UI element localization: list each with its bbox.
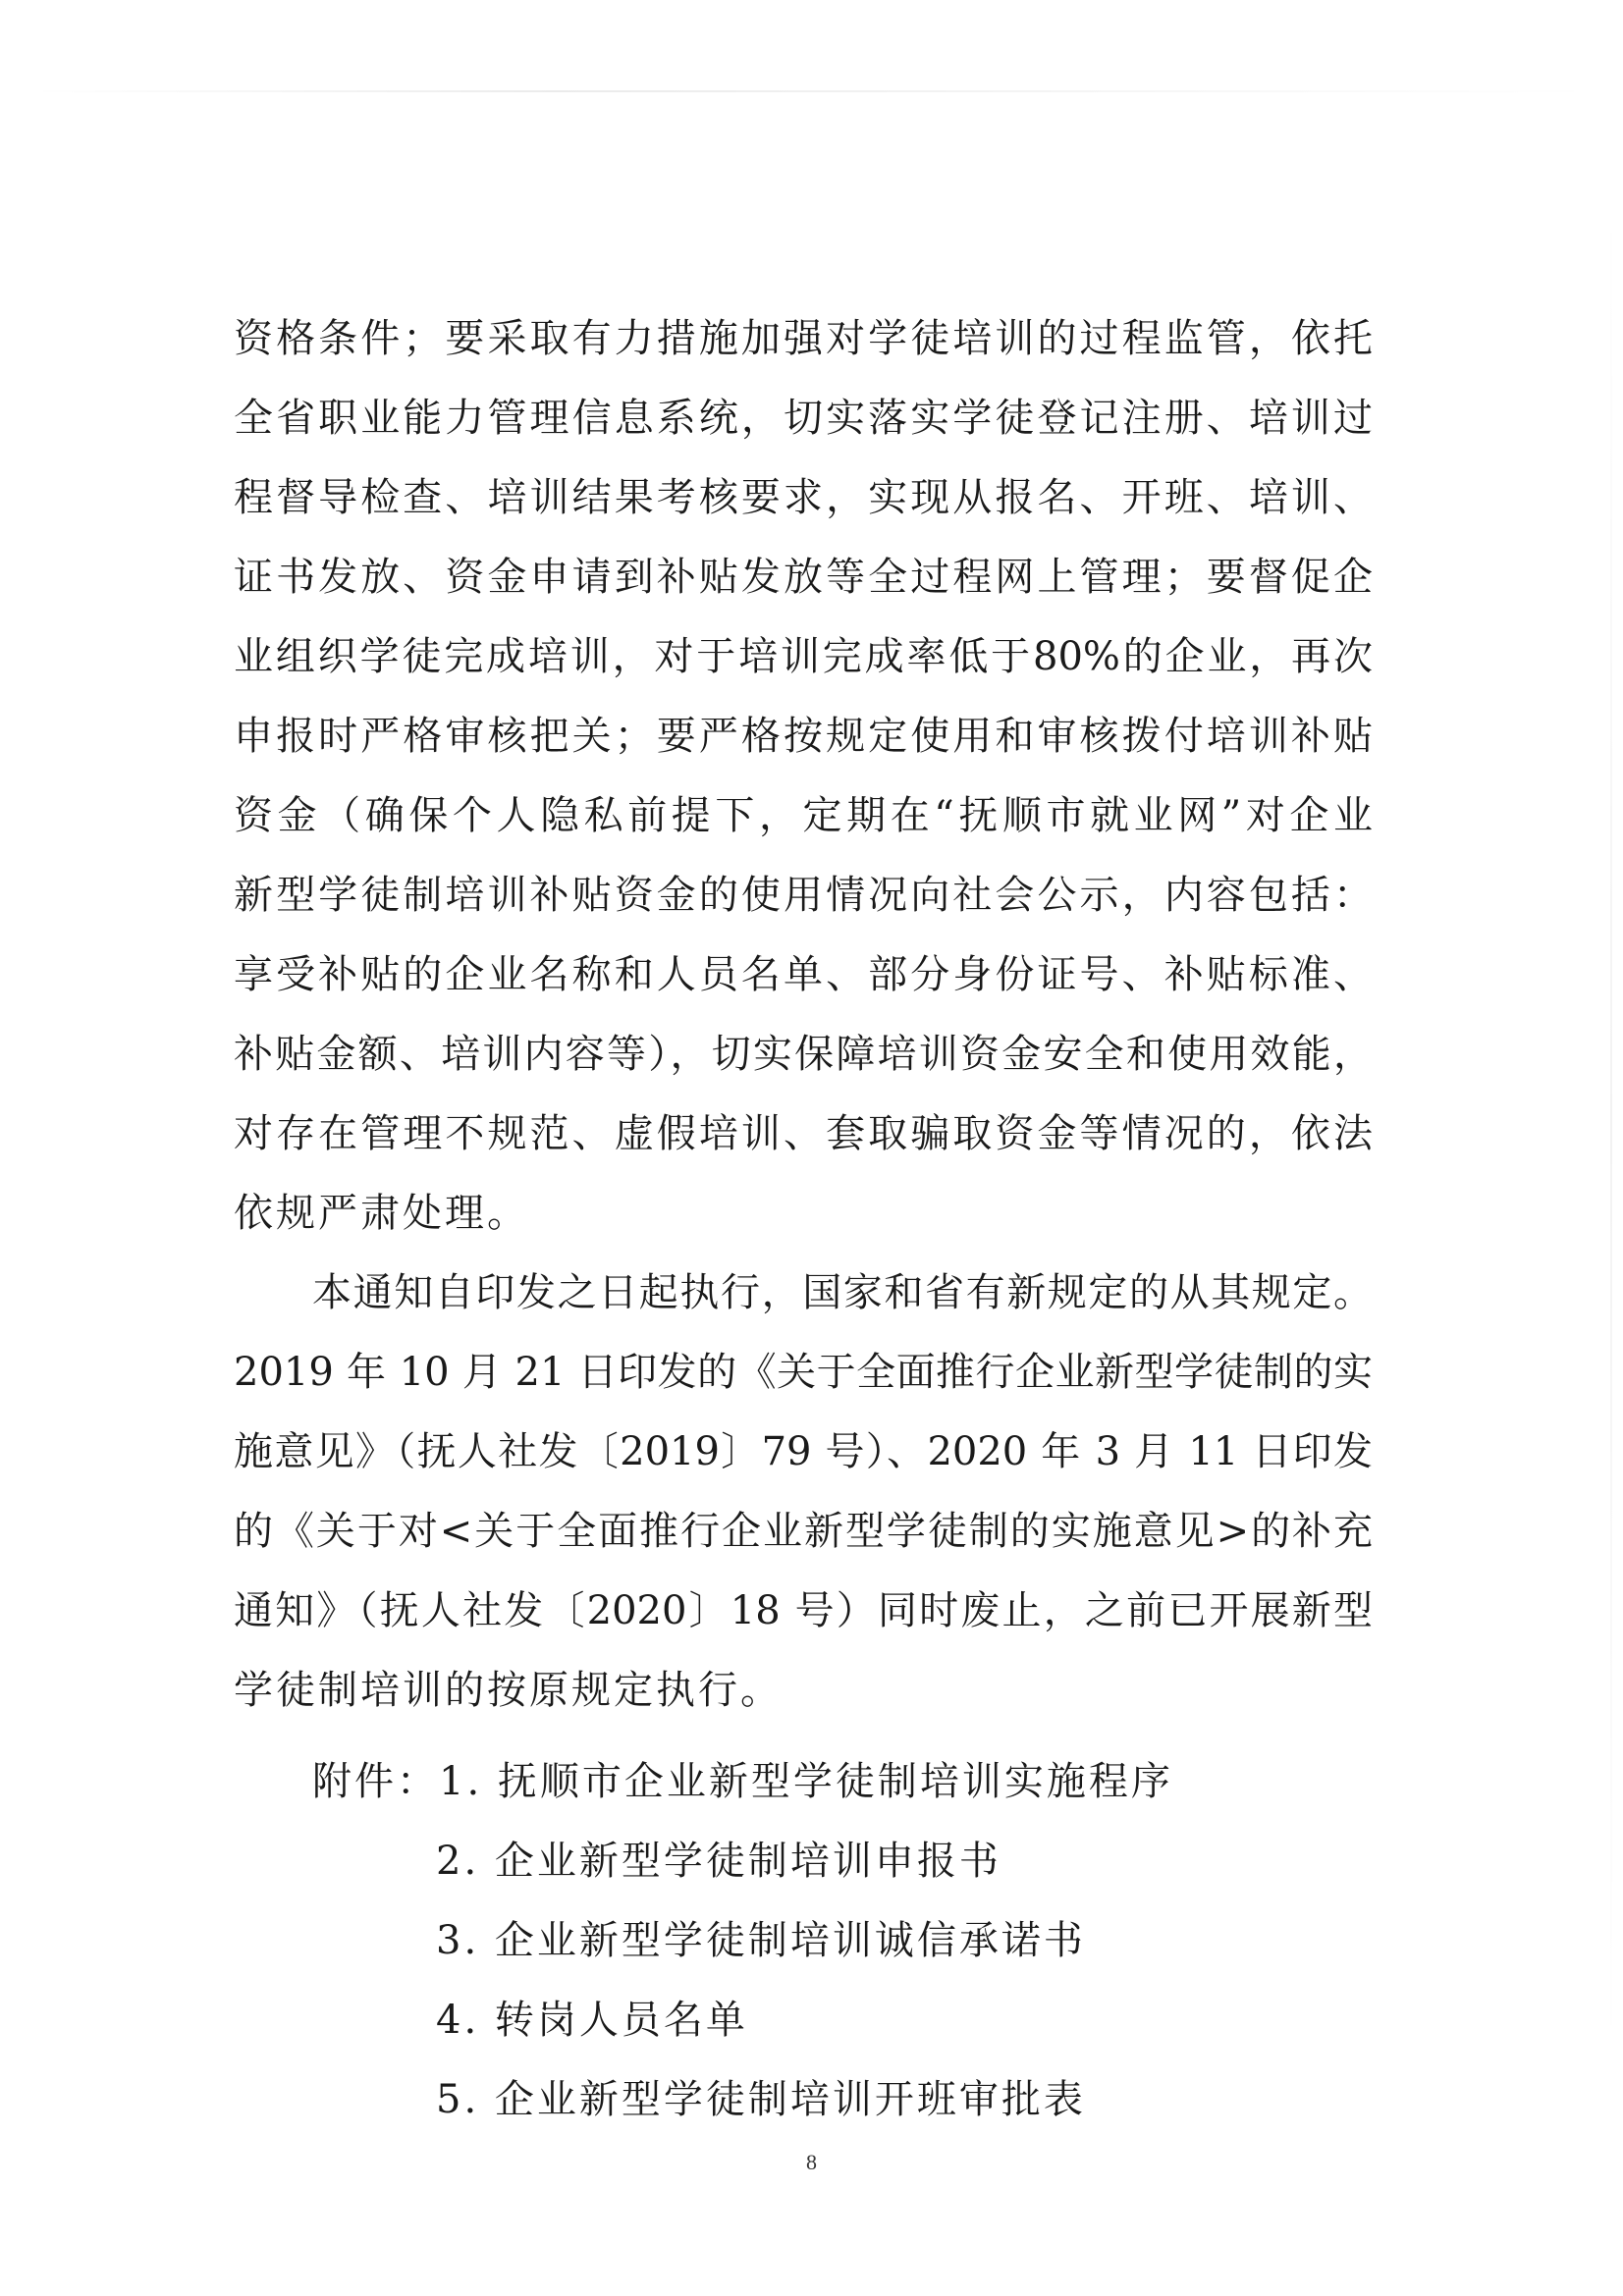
paragraph-line-last: 依规严肃处理。 (234, 1191, 529, 1236)
paragraph-line-first: 本通知自印发之日起执行，国家和省有新规定的从其规定。 (312, 1270, 1373, 1315)
attachment-item: 3. 企业新型学徒制培训诚信承诺书 (436, 1918, 1086, 1963)
scan-edge-right (1610, 196, 1612, 2061)
paragraph-line: 业组织学徒完成培训，对于培训完成率低于80%的企业，再次 (234, 634, 1373, 679)
body-text (234, 299, 1373, 1731)
paragraph-line: 施意见》（抚人社发〔2019〕79 号）、2020 年 3 月 11 日印发 (234, 1429, 1373, 1474)
attachment-item: 1. 抚顺市企业新型学徒制培训实施程序 (439, 1759, 1173, 1804)
attachments-label: 附件： (312, 1759, 439, 1804)
paragraph-line: 全省职业能力管理信息系统，切实落实学徒登记注册、培训过 (234, 396, 1373, 441)
paragraph-line: 补贴金额、培训内容等），切实保障培训资金安全和使用效能， (234, 1032, 1373, 1077)
paragraph-line: 通知》（抚人社发〔2020〕18 号）同时废止，之前已开展新型 (234, 1588, 1373, 1633)
attachment-first-line (312, 1742, 1196, 1822)
paragraph-line: 资金（确保个人隐私前提下，定期在“抚顺市就业网”对企业 (234, 793, 1373, 838)
paragraph-line: 程督导检查、培训结果考核要求，实现从报名、开班、培训、 (234, 475, 1373, 520)
paragraph-line: 申报时严格审核把关；要严格按规定使用和审核拨付培训补贴 (234, 714, 1373, 759)
paragraph-line: 对存在管理不规范、虚假培训、套取骗取资金等情况的，依法 (234, 1111, 1373, 1156)
paragraph-2 (234, 1254, 1373, 1731)
paragraph-line: 享受补贴的企业名称和人员名单、部分身份证号、补贴标准、 (234, 952, 1373, 997)
attachment-item: 2. 企业新型学徒制培训申报书 (436, 1839, 1001, 1884)
paragraph-line: 的《关于对<关于全面推行企业新型学徒制的实施意见>的补充 (234, 1509, 1373, 1554)
paragraph-1 (234, 299, 1373, 1254)
attachment-item: 5. 企业新型学徒制培训开班审批表 (436, 2077, 1086, 2122)
paragraph-line: 2019 年 10 月 21 日印发的《关于全面推行企业新型学徒制的实 (234, 1350, 1373, 1395)
paragraph-line: 新型学徒制培训补贴资金的使用情况向社会公示，内容包括： (234, 873, 1373, 918)
paragraph-line: 证书发放、资金申请到补贴发放等全过程网上管理；要督促企 (234, 555, 1373, 600)
paragraph-line-last: 学徒制培训的按原规定执行。 (234, 1668, 783, 1713)
attachments-list (312, 1742, 1196, 2140)
scan-edge-top (29, 90, 1600, 92)
page-number: 8 (806, 2150, 817, 2174)
paragraph-line: 资格条件；要采取有力措施加强对学徒培训的过程监管，依托 (234, 316, 1373, 361)
attachment-item: 4. 转岗人员名单 (436, 1998, 748, 2043)
